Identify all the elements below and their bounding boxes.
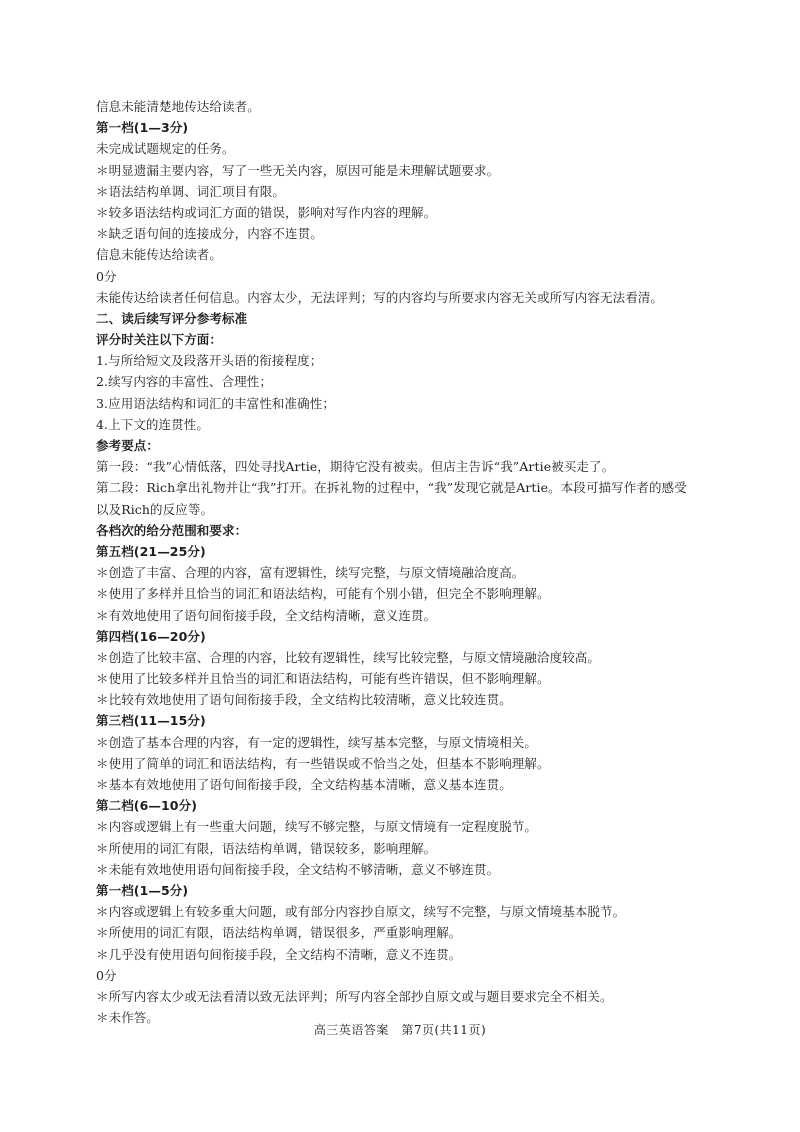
section-heading: 二、读后续写评分参考标准 — [96, 310, 248, 326]
criteria-bullet: ＊内容或逻辑上有较多重大问题，或有部分内容抄自原文，续写不完整，与原文情境基本脱节。 — [96, 904, 626, 920]
criteria-bullet: ＊基本有效地使用了语句间衔接手段，全文结构基本清晰，意义基本连贯。 — [96, 777, 512, 792]
page-footer: 高三英语答案 第7页(共11页) — [313, 1023, 487, 1037]
paragraph-line: 以及Rich的反应等。 — [96, 501, 214, 517]
criteria-bullet: ＊缺乏语句间的连接成分，内容不连贯。 — [96, 226, 323, 242]
criteria-bullet: ＊未作答。 — [96, 1010, 160, 1026]
paragraph-line: 信息未能传达给读者。 — [96, 247, 223, 263]
paragraph-line: 第二段：Rich拿出礼物并让“我”打开。在拆礼物的过程中，“我”发现它就是Artie。本段可描写作者的感受 — [96, 480, 687, 496]
paragraph-line: 4.上下文的连贯性。 — [96, 416, 209, 432]
paragraph-line: 0分 — [96, 268, 117, 284]
section-heading: 第一档(1—5分) — [96, 882, 189, 898]
paragraph-line: 3.应用语法结构和词汇的丰富性和准确性； — [96, 395, 335, 411]
section-heading: 评分时关注以下方面： — [96, 332, 223, 348]
document-body — [96, 96, 716, 1028]
criteria-bullet: ＊几乎没有使用语句间衔接手段，全文结构不清晰，意义不连贯。 — [96, 946, 462, 962]
section-heading: 第二档(6—10分) — [96, 798, 198, 814]
criteria-bullet: ＊使用了多样并且恰当的词汇和语法结构，可能有个别小错，但完全不影响理解。 — [96, 586, 550, 602]
paragraph-line: 1.与所给短文及段落开头语的衔接程度； — [96, 353, 323, 369]
paragraph-line: 第一段：“我”心情低落，四处寻找Artie，期待它没有被卖。但店主告诉“我”Artie被买走了。 — [96, 459, 615, 475]
criteria-bullet: ＊使用了比较多样并且恰当的词汇和语法结构，可能有些许错误，但不影响理解。 — [96, 671, 550, 687]
paragraph-line: 0分 — [96, 967, 117, 983]
section-heading: 第三档(11—15分) — [96, 713, 206, 729]
section-heading: 参考要点： — [96, 438, 160, 453]
paragraph-line: 2.续写内容的丰富性、合理性； — [96, 374, 272, 390]
paragraph-line: 信息未能清楚地传达给读者。 — [96, 99, 260, 114]
criteria-bullet: ＊创造了比较丰富、合理的内容，比较有逻辑性，续写比较完整，与原文情境融洽度较高。 — [96, 649, 601, 665]
criteria-bullet: ＊所写内容太少或无法看清以致无法评判；所写内容全部抄自原文或与题目要求完全不相关。 — [96, 988, 613, 1004]
section-heading: 第五档(21—25分) — [96, 543, 206, 559]
criteria-bullet: ＊比较有效地使用了语句间衔接手段，全文结构比较清晰，意义比较连贯。 — [96, 692, 512, 708]
paragraph-line: 未能传达给读者任何信息。内容太少，无法评判；写的内容均与所要求内容无关或所写内容无法看清。 — [96, 289, 664, 305]
criteria-bullet: ＊创造了基本合理的内容，有一定的逻辑性，续写基本完整，与原文情境相关。 — [96, 734, 538, 750]
section-heading: 第一档(1—3分) — [96, 120, 189, 136]
criteria-bullet: ＊创造了丰富、合理的内容，富有逻辑性，续写完整，与原文情境融洽度高。 — [96, 565, 525, 581]
criteria-bullet: ＊使用了简单的词汇和语法结构，有一些错误或不恰当之处，但基本不影响理解。 — [96, 755, 550, 771]
criteria-bullet: ＊明显遗漏主要内容，写了一些无关内容，原因可能是未理解试题要求。 — [96, 162, 500, 178]
criteria-bullet: ＊较多语法结构或词汇方面的错误，影响对写作内容的理解。 — [96, 204, 437, 220]
criteria-bullet: ＊内容或逻辑上有一些重大问题，续写不够完整，与原文情境有一定程度脱节。 — [96, 819, 538, 835]
criteria-bullet: ＊有效地使用了语句间衔接手段，全文结构清晰，意义连贯。 — [96, 607, 437, 623]
section-heading: 各档次的给分范围和要求： — [96, 522, 248, 538]
paragraph-line: 未完成试题规定的任务。 — [96, 141, 235, 157]
criteria-bullet: ＊所使用的词汇有限，语法结构单调，错误很多，严重影响理解。 — [96, 925, 462, 941]
criteria-bullet: ＊语法结构单调、词汇项目有限。 — [96, 183, 286, 199]
criteria-bullet: ＊未能有效地使用语句间衔接手段，全文结构不够清晰，意义不够连贯。 — [96, 861, 500, 877]
section-heading: 第四档(16—20分) — [96, 628, 206, 644]
criteria-bullet: ＊所使用的词汇有限，语法结构单调，错误较多，影响理解。 — [96, 840, 437, 856]
